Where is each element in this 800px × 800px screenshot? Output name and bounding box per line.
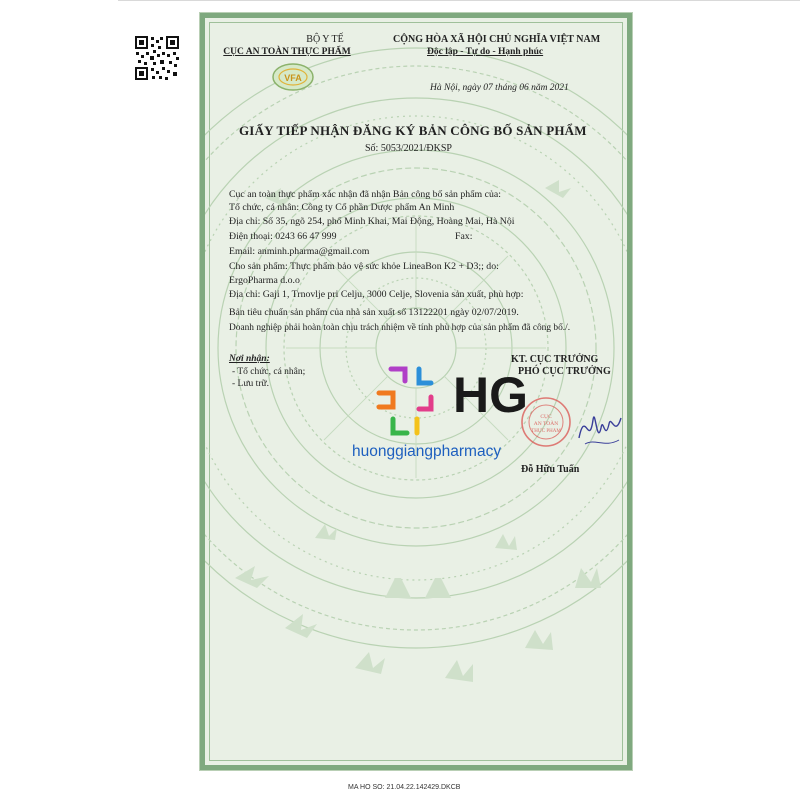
- body-line: Cho sản phẩm: Thực phẩm bảo vệ sức khỏe LineaBon K2 + D3;; do:: [229, 261, 499, 272]
- fax-label: Fax:: [455, 231, 473, 242]
- recipients-heading: Nơi nhận:: [229, 354, 270, 364]
- certificate-number: Số: 5053/2021/ĐKSP: [365, 143, 452, 154]
- body-line: Bản tiêu chuẩn sản phẩm của nhà sản xuất số 13122201 ngày 02/07/2019.: [229, 307, 519, 318]
- ministry-label: BỘ Y TẾ: [306, 34, 344, 45]
- page-top-rule: [118, 0, 800, 1]
- national-motto: Độc lập - Tự do - Hạnh phúc: [427, 47, 544, 57]
- agency-label: CỤC AN TOÀN THỰC PHẨM: [223, 47, 351, 57]
- svg-text:AN TOÀN: AN TOÀN: [533, 421, 559, 427]
- handwritten-signature-icon: [575, 398, 625, 458]
- certificate-document: [200, 13, 632, 770]
- republic-title: CỘNG HÒA XÃ HỘI CHỦ NGHĨA VIỆT NAM: [393, 34, 601, 45]
- body-line: Điện thoại: 0243 66 47 999: [229, 231, 337, 242]
- body-line: Địa chỉ: Số 35, ngõ 254, phố Minh Khai, Mai Động, Hoàng Mai, Hà Nội: [229, 216, 515, 227]
- recipient-item: - Lưu trữ.: [232, 379, 269, 389]
- body-line: Cục an toàn thực phẩm xác nhận đã nhận Bản công bố sản phẩm của:: [229, 189, 501, 200]
- issue-date: Hà Nội, ngày 07 tháng 06 năm 2021: [430, 83, 569, 93]
- svg-text:CỤC: CỤC: [540, 414, 552, 420]
- recipient-item: - Tổ chức, cá nhân;: [232, 367, 306, 377]
- qr-code-icon: [133, 34, 181, 82]
- svg-text:THỰC PHẨM: THỰC PHẨM: [531, 429, 561, 434]
- vfa-emblem-text: VFA: [284, 73, 302, 83]
- dossier-code: MA HO SO: 21.04.22.142429.DKCB: [348, 784, 461, 791]
- watermark-brand: HG: [453, 367, 528, 423]
- watermark-website: huonggiangpharmacy: [352, 443, 502, 460]
- body-line: ErgoPharma d.o.o: [229, 275, 300, 286]
- certificate-title: GIẤY TIẾP NHẬN ĐĂNG KÝ BẢN CÔNG BỐ SẢN PHẨM: [239, 123, 587, 138]
- body-line: Tổ chức, cá nhân: Công ty Cổ phần Dược phẩm An Minh: [229, 202, 455, 213]
- signer-title: KT. CỤC TRƯỞNG: [511, 354, 599, 365]
- body-line: Địa chỉ: Gaji 1, Trnovlje pri Celju, 3000 Celje, Slovenia sản xuất, phù hợp:: [229, 289, 524, 300]
- signer-subtitle: PHÓ CỤC TRƯỞNG: [518, 366, 611, 377]
- vfa-emblem-icon: [271, 62, 315, 92]
- pharmacy-cross-logo-icon: [373, 363, 437, 439]
- signer-name: Đỗ Hữu Tuấn: [521, 464, 580, 475]
- body-line: Doanh nghiệp phải hoàn toàn chịu trách nhiệm về tính phù hợp của sản phẩm đã công bố./.: [229, 323, 571, 333]
- body-line: Email: anminh.pharma@gmail.com: [229, 246, 370, 257]
